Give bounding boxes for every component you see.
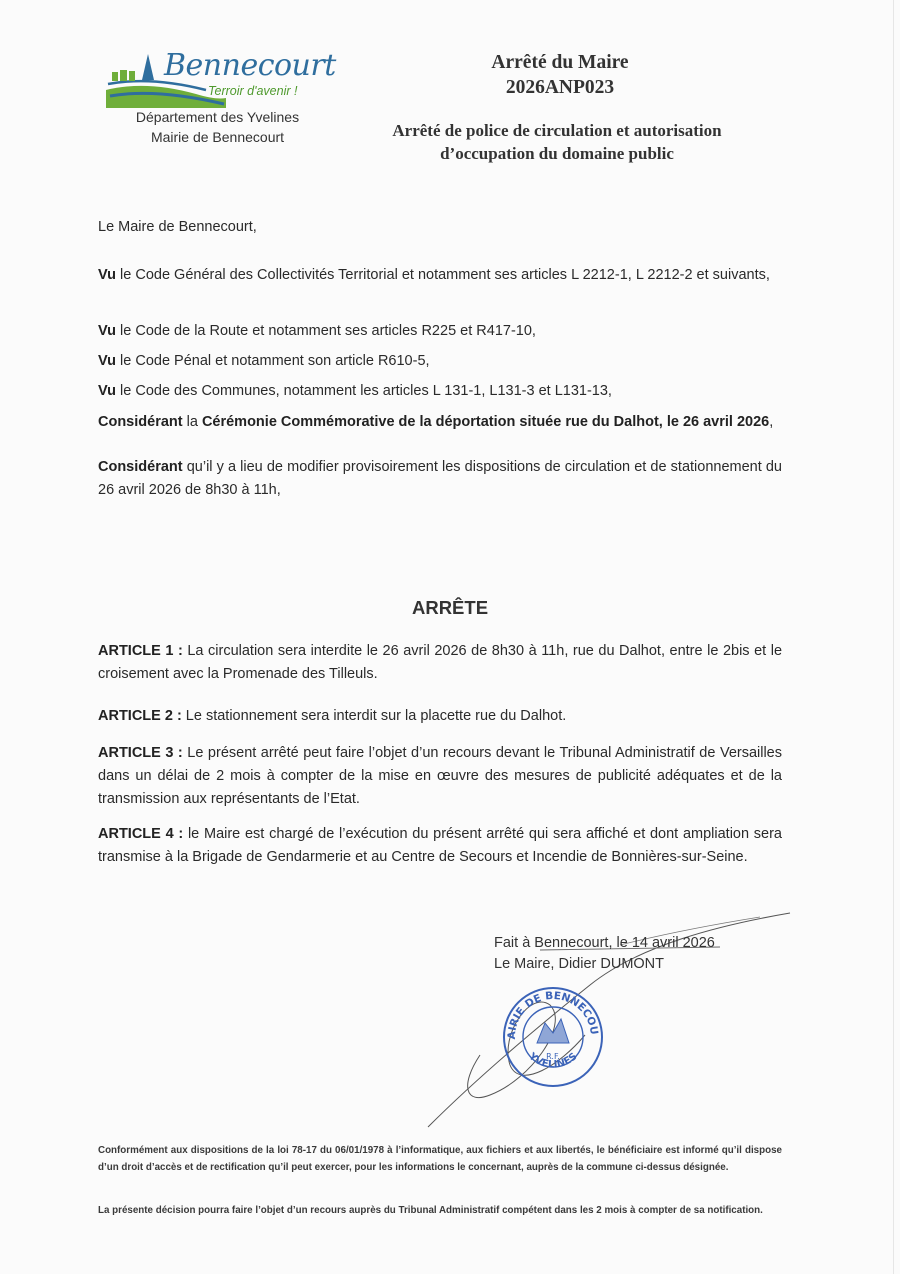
- logo-name: Bennecourt: [164, 48, 336, 83]
- article-3: [98, 742, 782, 811]
- decree-number: 2026ANP023: [505, 77, 615, 98]
- article-1: [98, 640, 782, 686]
- vu-text: le Code Pénal et notamment son article R610-5,: [116, 353, 430, 369]
- place-date: Fait à Bennecourt, le 14 avril 2026: [494, 935, 715, 951]
- decree-title: Arrêté du Maire: [491, 52, 629, 73]
- vu-text: le Code Général des Collectivités Territorial et notamment ses articles L 2212-1, L 2212-2 et suivants,: [116, 267, 770, 283]
- mairie-name: Mairie de Bennecourt: [150, 129, 285, 145]
- considerant-label: Considérant: [98, 459, 183, 475]
- subject-line-2: d’occupation du domaine public: [440, 144, 674, 163]
- vu-paragraph-2: [98, 323, 782, 339]
- article-text: le Maire est chargé de l’exécution du présent arrêté qui sera affiché et dont ampliation sera transmise à la Brigade de Gendarmerie et au Centre de Secours et Incendie de Bonnières-sur-Seine.: [98, 826, 782, 865]
- vu-paragraph-1: [98, 260, 782, 291]
- signature-block: [494, 933, 715, 975]
- signatory: Le Maire, Didier DUMONT: [494, 956, 664, 972]
- considerant-paragraph-1: [98, 414, 782, 430]
- considerant-paragraph-2: [98, 456, 782, 502]
- article-label: ARTICLE 2 :: [98, 708, 182, 724]
- considerant-end: ,: [769, 414, 774, 430]
- vu-paragraph-4: [98, 383, 782, 399]
- stamp-top-text: AIRIE DE BENNECOU: [505, 989, 601, 1040]
- department-block: [100, 107, 335, 147]
- vu-label: Vu: [98, 267, 116, 283]
- bennecourt-logo: [106, 44, 346, 108]
- department-name: Département des Yvelines: [135, 109, 300, 125]
- subject-line-1: Arrêté de police de circulation et autorisation: [392, 121, 722, 140]
- stamp-bottom-text: YVELINES: [526, 1051, 580, 1071]
- considerant-label: Considérant: [98, 414, 183, 430]
- logo-tagline: Terroir d'avenir !: [208, 84, 298, 98]
- greeting: Le Maire de Bennecourt,: [98, 219, 257, 235]
- arrete-heading: ARRÊTE: [411, 597, 489, 618]
- article-text: La circulation sera interdite le 26 avril 2026 de 8h30 à 11h, rue du Dalhot, entre le 2bis et le croisement avec la Promenade des Tilleuls.: [98, 643, 783, 682]
- footer-notice-2: La présente décision pourra faire l’objet d’un recours auprès du Tribunal Administratif compétent dans les 2 mois à compter de sa notification.: [98, 1205, 763, 1216]
- stamp-seal: [501, 985, 605, 1089]
- article-label: ARTICLE 4 :: [98, 826, 184, 842]
- vu-paragraph-3: [98, 353, 782, 369]
- decree-subject: [352, 119, 762, 165]
- ceremony-text: Cérémonie Commémorative de la déportation située rue du Dalhot, le 26 avril 2026: [201, 414, 770, 430]
- vu-text: le Code de la Route et notamment ses articles R225 et R417-10,: [116, 323, 536, 339]
- decree-title-block: [430, 50, 690, 100]
- article-4: [98, 823, 782, 869]
- official-stamp: [501, 985, 605, 1094]
- article-2: [98, 705, 782, 728]
- stamp-center-text: R.F.: [546, 1052, 560, 1061]
- considerant-text: qu’il y a lieu de modifier provisoirement les dispositions de circulation et de stationnement du 26 avril 2026 de 8h30 à 11h,: [98, 459, 782, 498]
- article-text: Le stationnement sera interdit sur la placette rue du Dalhot.: [181, 708, 567, 724]
- article-label: ARTICLE 1 :: [98, 643, 183, 659]
- article-text: Le présent arrêté peut faire l’objet d’un recours devant le Tribunal Administratif de Versailles dans un délai de 2 mois à compter de la mise en œuvre des mesures de publicité adéquates et de la transmission aux représentants de l’Etat.: [98, 745, 782, 807]
- vu-label: Vu: [98, 323, 116, 339]
- considerant-la: la: [182, 414, 202, 430]
- vu-label: Vu: [98, 383, 116, 399]
- article-label: ARTICLE 3 :: [98, 745, 183, 761]
- vu-text: le Code des Communes, notamment les articles L 131-1, L131-3 et L131-13,: [116, 383, 612, 399]
- footer-notice-1: Conformément aux dispositions de la loi 78-17 du 06/01/1978 à l’informatique, aux fichiers et aux libertés, le bénéficiaire est informé qu’il dispose d’un droit d’accès et de rectification qu’il peut exercer, pour les informations le concernant, auprès de la commune ci-dessus désignée.: [98, 1145, 782, 1173]
- page-edge: [893, 0, 894, 1274]
- vu-label: Vu: [98, 353, 116, 369]
